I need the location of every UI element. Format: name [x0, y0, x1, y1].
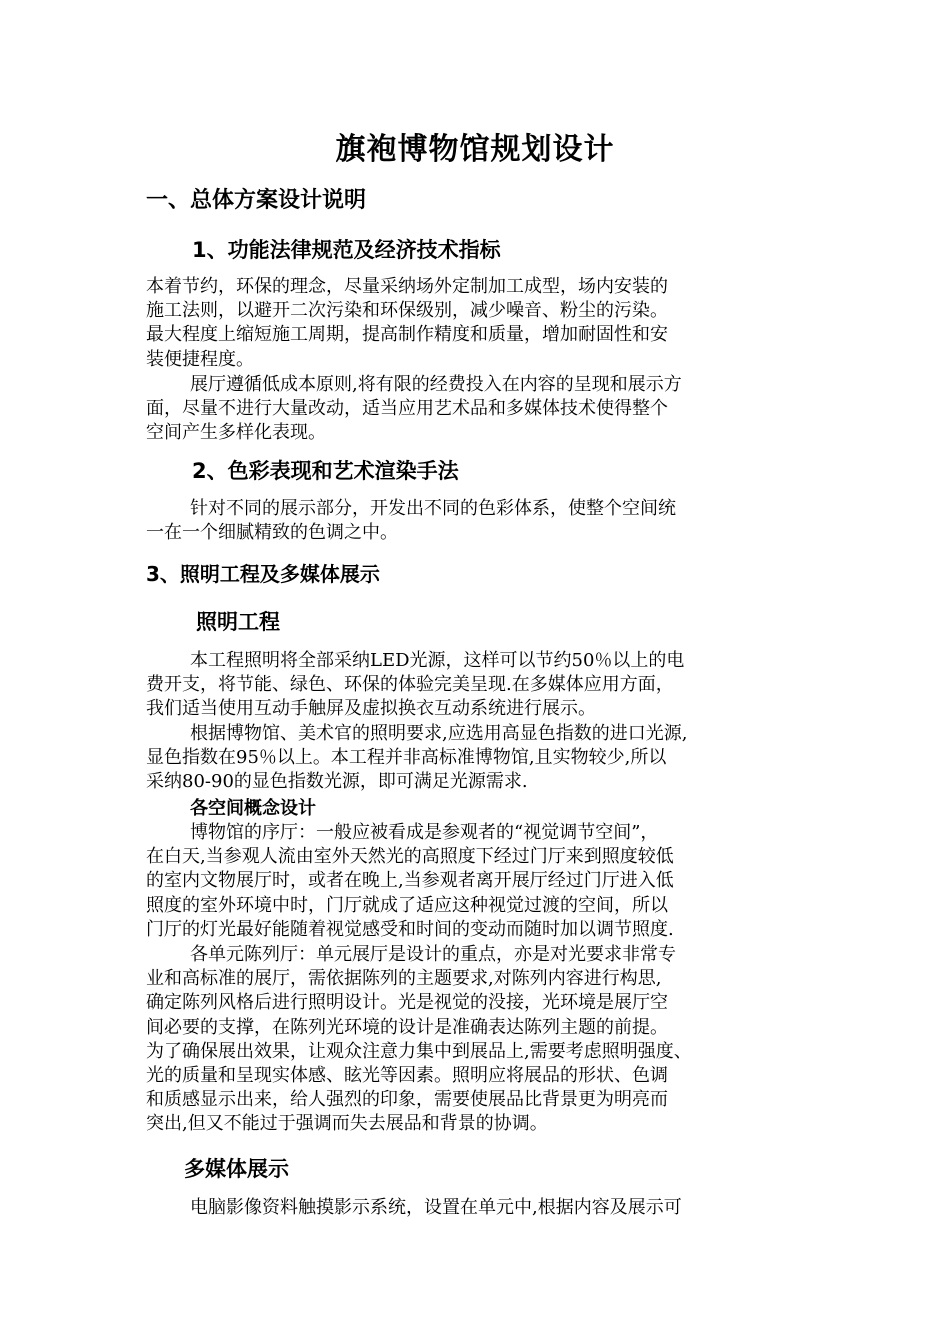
- subsection-heading-lighting-multimedia: 3、照明工程及多媒体展示: [146, 562, 380, 586]
- text-line: 博物馆的序厅：一般应被看成是参观者的“视觉调节空间”，: [190, 822, 659, 843]
- heading-lighting: 照明工程: [196, 610, 280, 634]
- text-line: 光的质量和呈现实体感、眩光等因素。照明应将展品的形状、色调: [146, 1065, 668, 1087]
- text-line: 本着节约，环保的理念，尽量采纳场外定制加工成型，场内安装的: [146, 276, 668, 297]
- paragraph-color-index: [146, 722, 811, 795]
- document-title: 旗袍博物馆规划设计: [335, 132, 615, 167]
- paragraph-low-cost: [146, 373, 811, 446]
- text-line: 装便捷程度。: [146, 348, 254, 370]
- text-line: 照度的室外环境中时，门厅就成了适应这种视觉过渡的空间，所以: [146, 894, 668, 916]
- subsection-heading-color: 2、色彩表现和艺术渲染手法: [192, 459, 459, 483]
- paragraph-touch-system: [146, 1196, 811, 1220]
- text-line: 显色指数在95％以上。本工程并非高标准博物馆,且实物较少,所以: [146, 747, 667, 769]
- text-line: 根据博物馆、美术官的照明要求,应选用高显色指数的进口光源,: [190, 723, 688, 744]
- text-line: 确定陈列风格后进行照明设计。光是视觉的没接，光环境是展厅空: [146, 992, 668, 1014]
- text-line: 一在一个细腻精致的色调之中。: [146, 522, 398, 544]
- text-line: 门厅的灯光最好能随着视觉感受和时间的变动而随时加以调节照度.: [146, 918, 674, 940]
- paragraph-entrance-hall: [146, 821, 811, 942]
- text-line: 间必要的支撑，在陈列光环境的设计是准确表达陈列主题的前提。: [146, 1016, 668, 1038]
- text-line: 各单元陈列厅：单元展厅是设计的重点，亦是对光要求非常专: [190, 944, 676, 965]
- paragraph-color-system: [146, 497, 811, 545]
- text-line: 费开支，将节能、绿色、环保的体验完美呈现.在多媒体应用方面，: [146, 674, 674, 696]
- text-line: 在白天,当参观人流由室外天然光的高照度下经过门厅来到照度较低: [146, 846, 674, 868]
- text-line: 采纳80-90的显色指数光源，即可满足光源需求.: [146, 771, 528, 793]
- text-line: 突出,但又不能过于强调而失去展品和背景的协调。: [146, 1113, 548, 1135]
- paragraph-exhibition-hall: [146, 943, 811, 1137]
- text-line: 针对不同的展示部分，开发出不同的色彩体系，使整个空间统: [190, 498, 676, 519]
- subsection-heading-regulations: 1、功能法律规范及经济技术指标: [192, 238, 501, 262]
- heading-multimedia: 多媒体展示: [184, 1157, 289, 1181]
- text-line: 电脑影像资料触摸影示系统，设置在单元中,根据内容及展示可: [190, 1197, 682, 1218]
- section-heading-overall-plan: 一、总体方案设计说明: [146, 188, 367, 213]
- text-line: 最大程度上缩短施工周期，提高制作精度和质量，增加耐固性和安: [146, 324, 668, 346]
- text-line: 本工程照明将全部采纳LED光源，这样可以节约50％以上的电: [190, 650, 685, 671]
- text-line: 面，尽量不进行大量改动，适当应用艺术品和多媒体技术使得整个: [146, 398, 668, 420]
- text-line: 我们适当使用互动手触屏及虚拟换衣互动系统进行展示。: [146, 698, 596, 720]
- heading-space-concept: 各空间概念设计: [190, 798, 316, 819]
- paragraph-eco-construction: [146, 275, 811, 372]
- text-line: 展厅遵循低成本原则,将有限的经费投入在内容的呈现和展示方: [190, 374, 682, 395]
- text-line: 和质感显示出来，给人强烈的印象，需要使展品比背景更为明亮而: [146, 1089, 668, 1111]
- text-line: 的室内文物展厅时，或者在晚上,当参观者离开展厅经过门厅进入低: [146, 870, 674, 892]
- text-line: 空间产生多样化表现。: [146, 422, 326, 444]
- text-line: 施工法则，以避开二次污染和环保级别，减少噪音、粉尘的污染。: [146, 300, 668, 322]
- paragraph-led: [146, 649, 811, 722]
- text-line: 为了确保展出效果，让观众注意力集中到展品上,需要考虑照明强度、: [146, 1040, 692, 1062]
- text-line: 业和高标准的展厅，需依据陈列的主题要求,对陈列内容进行构思,: [146, 968, 662, 990]
